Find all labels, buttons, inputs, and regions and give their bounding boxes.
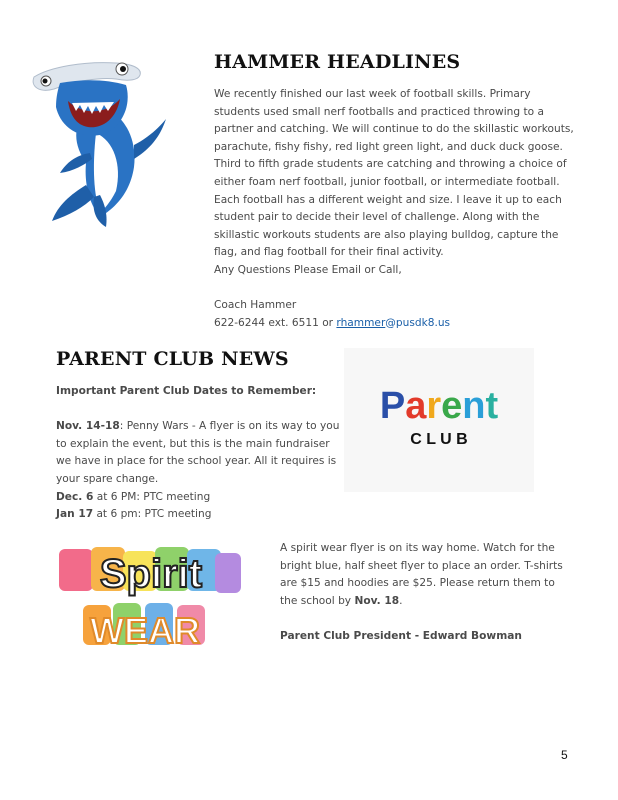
spirit-text: A spirit wear flyer is on its way home. Watch for the bright blue, half sheet flyer to place an order. T-shirts are $15 and hoodies are $25. Please return them to the school by xyxy=(280,542,563,607)
spirit-wear-article xyxy=(280,540,570,646)
parent-club-title: PARENT CLUB NEWS xyxy=(56,348,289,370)
hammer-signature: Coach Hammer xyxy=(214,299,297,312)
parent-logo-club: C L U B xyxy=(410,431,468,448)
spirit-logo-top: Spirit xyxy=(99,552,203,596)
hammer-questions: Any Questions Please Email or Call, xyxy=(214,263,402,276)
event-ptc-dec xyxy=(56,489,341,507)
hammer-contact xyxy=(214,315,574,333)
event-ptc-jan xyxy=(56,506,341,524)
spirit-logo-bottom: WEAR xyxy=(90,610,200,651)
event2-text: at 6 PM: PTC meeting xyxy=(93,490,211,503)
page-number: 5 xyxy=(561,748,568,762)
event1-text: : Penny Wars - A flyer is on its way to you to explain the event, but this is the main fundraiser we have in place for the school year. All it requires is your spare change. xyxy=(56,420,340,485)
parent-club-logo xyxy=(344,348,534,492)
event2-date: Dec. 6 xyxy=(56,490,94,503)
spirit-end: . xyxy=(399,594,403,607)
hammer-paragraph-1: We recently finished our last week of football skills. Primary students used small nerf footballs and practiced throwing to a partner and catching. We will continue to do the skillastic workouts, parachute, fishy fishy, red light green light, and duck duck goose. xyxy=(214,88,574,153)
event1-date: Nov. 14-18 xyxy=(56,420,120,433)
hammer-article xyxy=(214,86,574,332)
hammer-headlines-title: HAMMER HEADLINES xyxy=(214,51,461,73)
hammer-email-link[interactable]: rhammer xyxy=(336,316,386,329)
parent-club-dates xyxy=(56,383,341,524)
spirit-wear-logo xyxy=(55,543,245,655)
hammer-phone: 622-6244 ext. 6511 or xyxy=(214,316,337,329)
parent-club-president: Parent Club President - Edward Bowman xyxy=(280,629,522,642)
dates-heading: Important Parent Club Dates to Remember: xyxy=(56,385,317,397)
event-penny-wars xyxy=(56,418,341,488)
event3-date: Jan 17 xyxy=(56,508,94,521)
hammer-paragraph-2: Third to fifth grade students are catching and throwing a choice of either foam nerf football, junior football, or intermediate football. Each football has a different weight and size. I leave it up to each student pair to decide their level of challenge. Along with the skillastic workouts students are also playing bulldog, capture the flag, and flag football for their final activity. xyxy=(214,158,567,259)
parent-logo-word: Parent xyxy=(379,385,499,427)
shark-mascot-image xyxy=(30,45,170,227)
spirit-wear-text xyxy=(280,540,570,610)
event3-text: at 6 pm: PTC meeting xyxy=(93,508,212,521)
hammer-email-domain: @pusdk8.us xyxy=(385,316,451,329)
spirit-date: Nov. 18 xyxy=(354,594,400,607)
